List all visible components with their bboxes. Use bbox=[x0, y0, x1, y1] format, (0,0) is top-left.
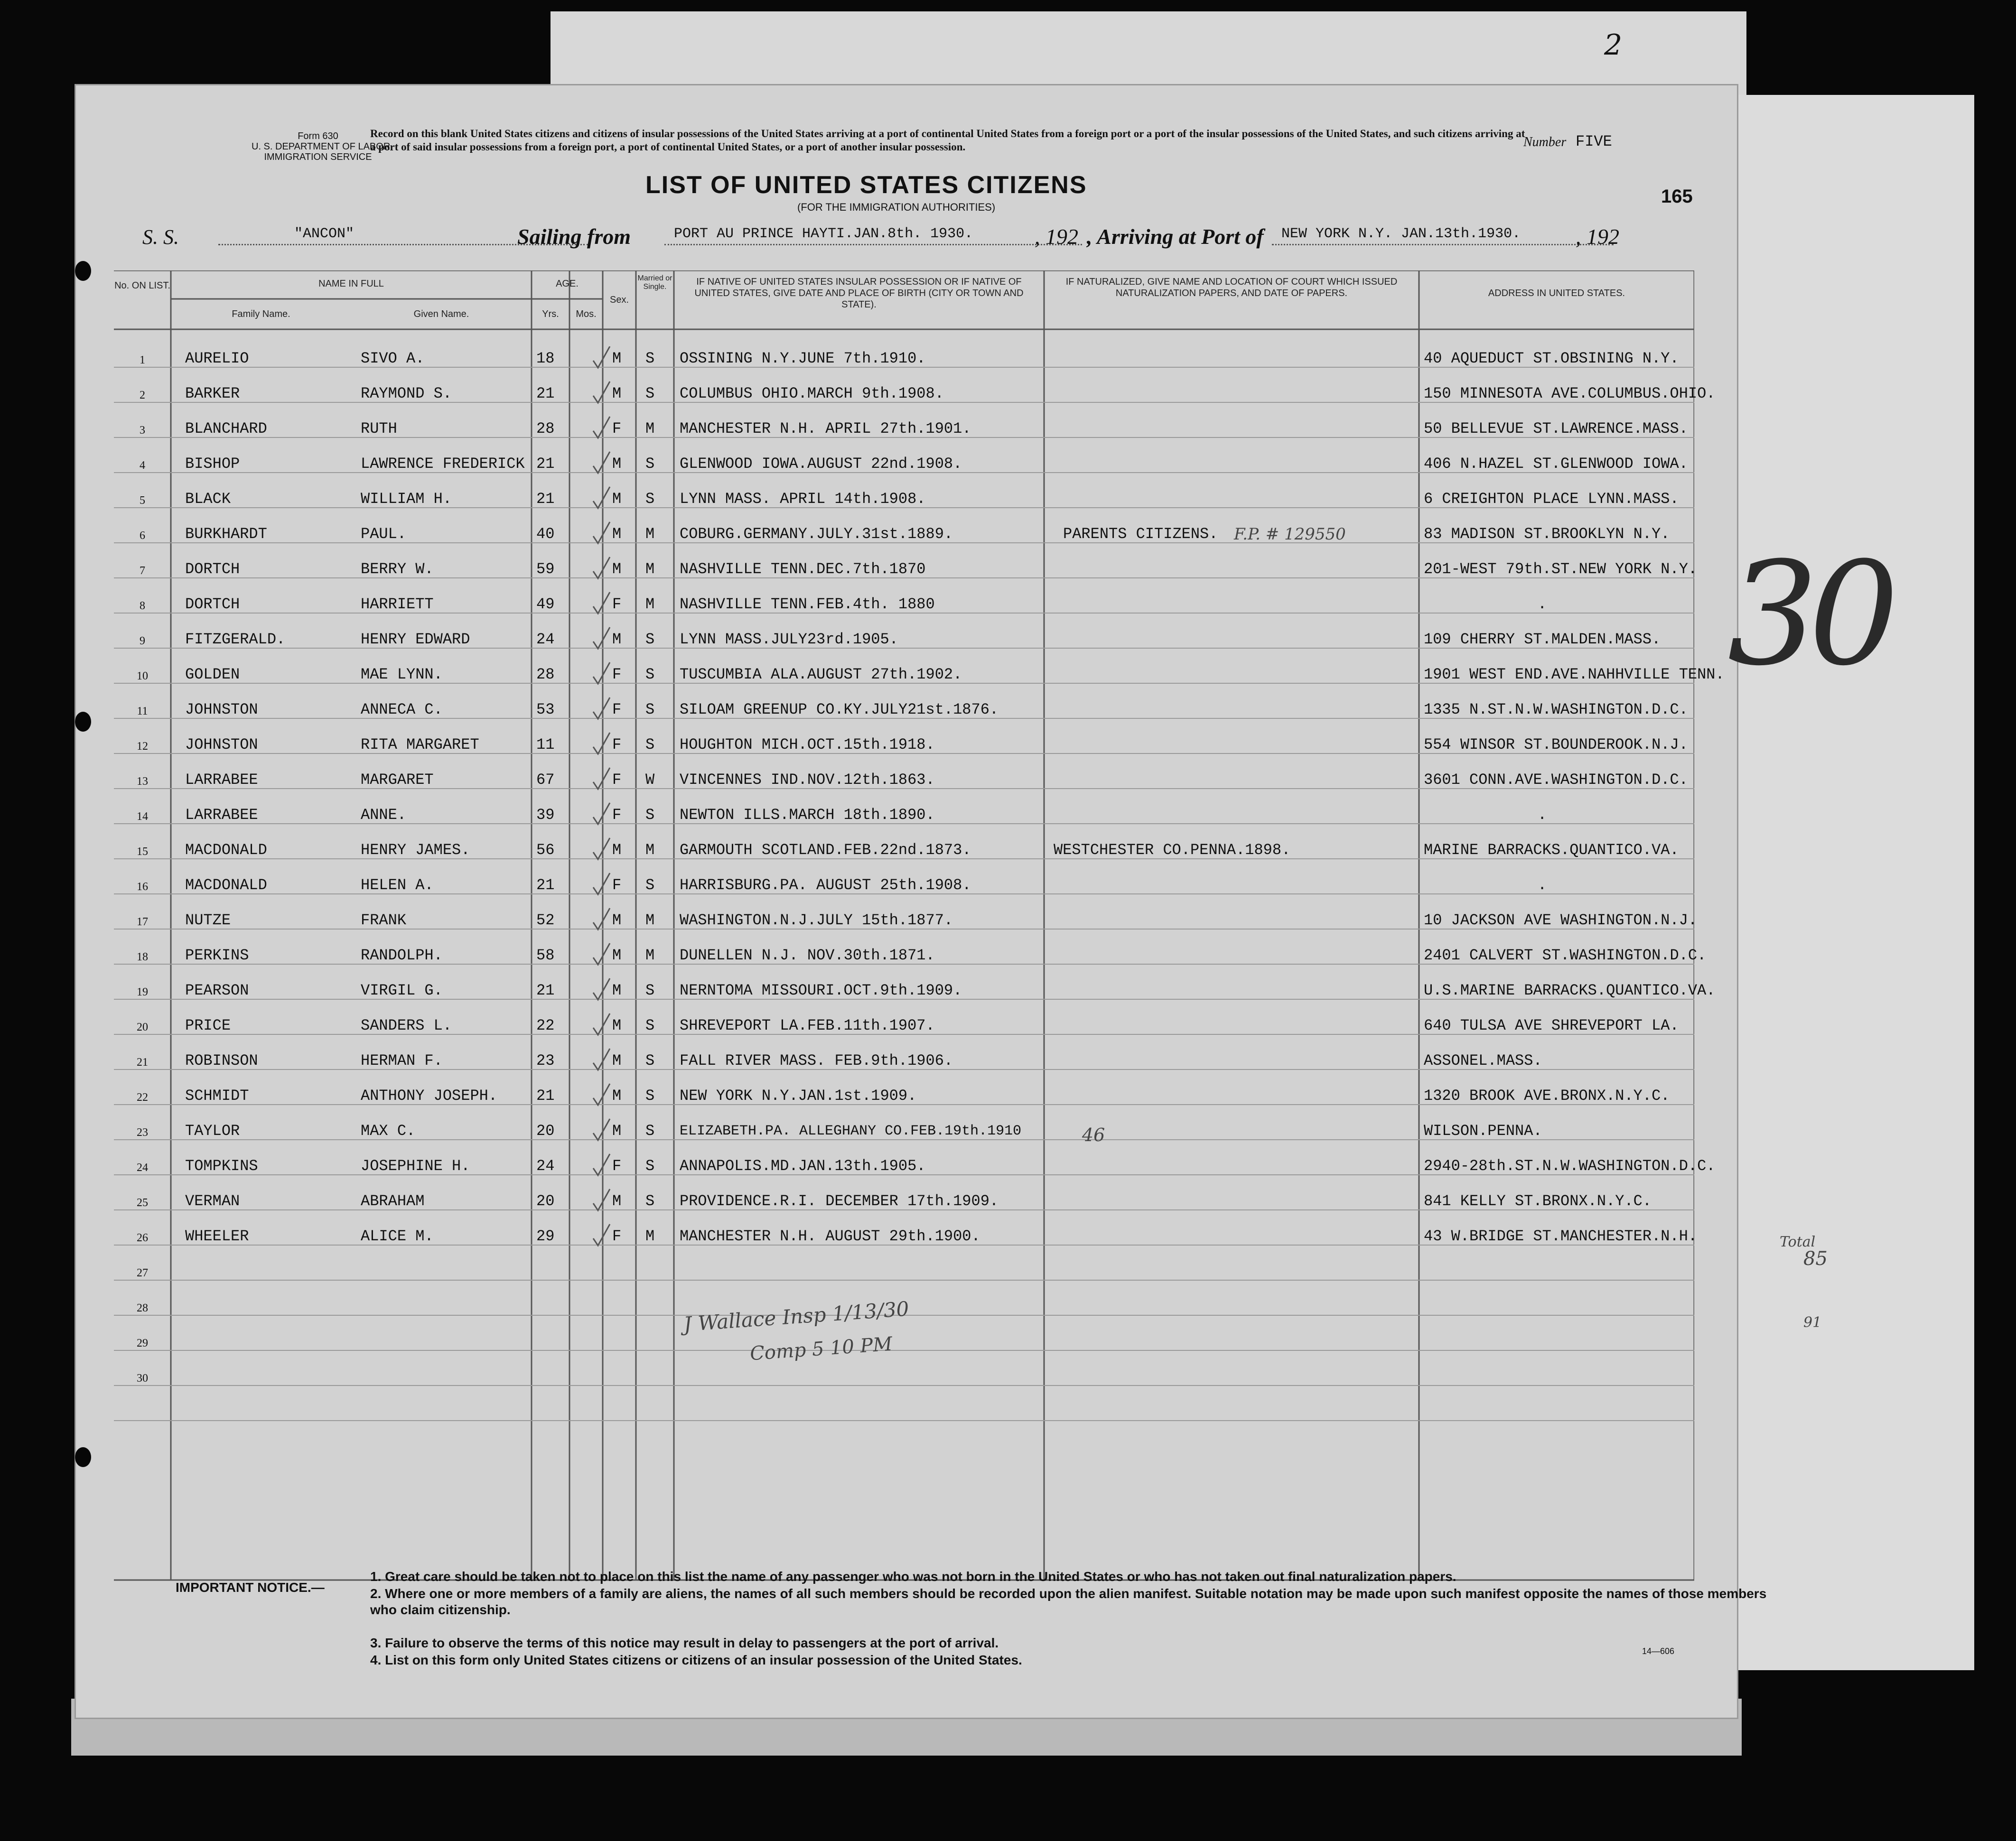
age-years: 58 bbox=[536, 947, 555, 964]
birth-place-date: NEWTON ILLS.MARCH 18th.1890. bbox=[680, 806, 935, 824]
marital-status: S bbox=[645, 1017, 655, 1034]
age-years: 21 bbox=[536, 455, 555, 473]
family-name: PERKINS bbox=[185, 947, 249, 964]
us-address: . bbox=[1538, 876, 1547, 894]
row-number: 15 bbox=[137, 846, 148, 858]
marital-status: W bbox=[645, 771, 655, 789]
birth-place-date: NASHVILLE TENN.FEB.4th. 1880 bbox=[680, 595, 935, 613]
notice-item-3: 3. Failure to observe the terms of this notice may result in delay to passengers at the port of arrival. bbox=[370, 1636, 999, 1650]
us-address: U.S.MARINE BARRACKS.QUANTICO.VA. bbox=[1424, 982, 1716, 999]
age-years: 21 bbox=[536, 982, 555, 999]
family-name: MACDONALD bbox=[185, 841, 267, 859]
given-name: PAUL. bbox=[361, 525, 407, 543]
given-name: RAYMOND S. bbox=[361, 385, 452, 402]
family-name: JOHNSTON bbox=[185, 736, 258, 753]
us-address: 1320 BROOK AVE.BRONX.N.Y.C. bbox=[1424, 1087, 1670, 1105]
row-number: 2 bbox=[140, 389, 145, 401]
given-name: RITA MARGARET bbox=[361, 736, 479, 753]
marital-status: M bbox=[645, 911, 655, 929]
given-name: MARGARET bbox=[361, 771, 434, 789]
birth-place-date: ANNAPOLIS.MD.JAN.13th.1905. bbox=[680, 1157, 926, 1175]
marital-status: S bbox=[645, 1087, 655, 1105]
row-number: 28 bbox=[137, 1302, 148, 1314]
family-name: NUTZE bbox=[185, 911, 231, 929]
birth-place-date: LYNN MASS. APRIL 14th.1908. bbox=[680, 490, 926, 508]
header-naturalized: IF NATURALIZED, GIVE NAME AND LOCATION OF COURT WHICH ISSUED NATURALIZATION PAPERS, AND DATE OF PAPERS. bbox=[1065, 277, 1398, 298]
row-number: 19 bbox=[137, 986, 148, 998]
form-instructions: Record on this blank United States citizens and citizens of insular possessions of the United States arriving at a port of continental United States from a foreign port or a port of the insular possessions of the United States, and such citizens arriving at a port of said insular possessions from a foreign port, a port of continental United States, or a port of another insular possession. bbox=[370, 128, 1525, 153]
marital-status: M bbox=[645, 595, 655, 613]
fp-annotation: F.P. # 129550 bbox=[1234, 525, 1346, 544]
row-number: 21 bbox=[137, 1056, 148, 1069]
corner-number: 2 bbox=[1604, 28, 1623, 62]
family-name: DORTCH bbox=[185, 595, 240, 613]
birth-place-date: NEW YORK N.Y.JAN.1st.1909. bbox=[680, 1087, 917, 1105]
notice-item-2: 2. Where one or more members of a family are aliens, the names of all such members should be recorded upon the alien manifest. Suitable notation may be made upon such manifest opposite the names of those members who claim citizenship. bbox=[370, 1586, 1767, 1617]
family-name: MACDONALD bbox=[185, 876, 267, 894]
given-name: WILLIAM H. bbox=[361, 490, 452, 508]
age-years: 21 bbox=[536, 876, 555, 894]
given-name: ANNECA C. bbox=[361, 701, 443, 718]
family-name: AURELIO bbox=[185, 350, 249, 367]
us-address: 43 W.BRIDGE ST.MANCHESTER.N.H. bbox=[1424, 1227, 1698, 1245]
marital-status: S bbox=[645, 701, 655, 718]
family-name: GOLDEN bbox=[185, 666, 240, 683]
sex: F bbox=[612, 666, 622, 683]
marital-status: M bbox=[645, 1227, 655, 1245]
given-name: HERMAN F. bbox=[361, 1052, 443, 1069]
birth-place-date: TUSCUMBIA ALA.AUGUST 27th.1902. bbox=[680, 666, 962, 683]
given-name: SIVO A. bbox=[361, 350, 425, 367]
marital-status: M bbox=[645, 560, 655, 578]
family-name: BLANCHARD bbox=[185, 420, 267, 437]
header-given-name: Given Name. bbox=[413, 309, 469, 319]
us-address: 2940-28th.ST.N.W.WASHINGTON.D.C. bbox=[1424, 1157, 1716, 1175]
sex: F bbox=[612, 1227, 622, 1245]
completion-time: Comp 5 10 PM bbox=[749, 1333, 893, 1365]
us-address: 1901 WEST END.AVE.NAHHVILLE TENN. bbox=[1424, 666, 1725, 683]
page-title: LIST OF UNITED STATES CITIZENS bbox=[645, 171, 1087, 199]
birth-place-date: MANCHESTER N.H. APRIL 27th.1901. bbox=[680, 420, 971, 437]
family-name: TOMPKINS bbox=[185, 1157, 258, 1175]
given-name: ANTHONY JOSEPH. bbox=[361, 1087, 498, 1105]
notice-heading: IMPORTANT NOTICE.— bbox=[176, 1580, 325, 1595]
row-number: 18 bbox=[137, 951, 148, 963]
birth-place-date: GLENWOOD IOWA.AUGUST 22nd.1908. bbox=[680, 455, 962, 473]
sex: F bbox=[612, 771, 622, 789]
row-number: 8 bbox=[140, 600, 145, 612]
marital-status: S bbox=[645, 806, 655, 824]
sailing-value: PORT AU PRINCE HAYTI.JAN.8th. 1930. bbox=[674, 226, 973, 242]
family-name: JOHNSTON bbox=[185, 701, 258, 718]
birth-place-date: WASHINGTON.N.J.JULY 15th.1877. bbox=[680, 911, 953, 929]
us-address: 406 N.HAZEL ST.GLENWOOD IOWA. bbox=[1424, 455, 1688, 473]
marital-status: S bbox=[645, 1157, 655, 1175]
age-years: 29 bbox=[536, 1227, 555, 1245]
form-department: U. S. DEPARTMENT OF LABOR bbox=[252, 141, 391, 152]
naturalization: PARENTS CITIZENS. bbox=[1063, 525, 1218, 543]
sex: M bbox=[612, 455, 622, 473]
age-years: 53 bbox=[536, 701, 555, 718]
given-name: MAE LYNN. bbox=[361, 666, 443, 683]
sex: M bbox=[612, 560, 622, 578]
given-name: VIRGIL G. bbox=[361, 982, 443, 999]
row-number: 13 bbox=[137, 775, 148, 788]
marital-status: S bbox=[645, 876, 655, 894]
family-name: LARRABEE bbox=[185, 806, 258, 824]
birth-place-date: GARMOUTH SCOTLAND.FEB.22nd.1873. bbox=[680, 841, 971, 859]
marital-status: S bbox=[645, 1052, 655, 1069]
tick-marks bbox=[588, 346, 636, 1295]
header-age: AGE. bbox=[556, 279, 579, 289]
sex: M bbox=[612, 1017, 622, 1034]
print-code: 14—606 bbox=[1642, 1646, 1675, 1656]
birth-place-date: NERNTOMA MISSOURI.OCT.9th.1909. bbox=[680, 982, 962, 999]
family-name: SCHMIDT bbox=[185, 1087, 249, 1105]
total-label: Total bbox=[1780, 1234, 1816, 1250]
form-header-block bbox=[252, 131, 391, 162]
punch-hole bbox=[75, 261, 91, 281]
marital-status: S bbox=[645, 1192, 655, 1210]
row-number: 26 bbox=[137, 1232, 148, 1244]
page-number: 165 bbox=[1661, 186, 1693, 207]
age-years: 11 bbox=[536, 736, 555, 753]
us-address: 3601 CONN.AVE.WASHINGTON.D.C. bbox=[1424, 771, 1688, 789]
arriving-underline bbox=[1272, 244, 1614, 245]
given-name: SANDERS L. bbox=[361, 1017, 452, 1034]
us-address: 40 AQUEDUCT ST.OBSINING N.Y. bbox=[1424, 350, 1679, 367]
arriving-value: NEW YORK N.Y. JAN.13th.1930. bbox=[1281, 226, 1521, 242]
row-number: 4 bbox=[140, 459, 145, 472]
age-years: 59 bbox=[536, 560, 555, 578]
row-number: 9 bbox=[140, 635, 145, 647]
row22-annotation: 46 bbox=[1082, 1125, 1105, 1145]
sailing-label: Sailing from bbox=[517, 224, 631, 249]
birth-place-date: DUNELLEN N.J. NOV.30th.1871. bbox=[680, 947, 935, 964]
sex: M bbox=[612, 841, 622, 859]
sex: F bbox=[612, 876, 622, 894]
marital-status: M bbox=[645, 947, 655, 964]
row-number: 6 bbox=[140, 530, 145, 542]
row-number: 20 bbox=[137, 1021, 148, 1033]
sex: F bbox=[612, 595, 622, 613]
marital-status: S bbox=[645, 455, 655, 473]
us-address: 640 TULSA AVE SHREVEPORT LA. bbox=[1424, 1017, 1679, 1034]
row-number: 29 bbox=[137, 1337, 148, 1349]
marital-status: S bbox=[645, 1122, 655, 1140]
us-address: 83 MADISON ST.BROOKLYN N.Y. bbox=[1424, 525, 1670, 543]
year-suffix-2: , 192 bbox=[1576, 224, 1619, 249]
family-name: BARKER bbox=[185, 385, 240, 402]
us-address: 841 KELLY ST.BRONX.N.Y.C. bbox=[1424, 1192, 1652, 1210]
family-name: ROBINSON bbox=[185, 1052, 258, 1069]
sex: M bbox=[612, 1052, 622, 1069]
given-name: RANDOLPH. bbox=[361, 947, 443, 964]
given-name: LAWRENCE FREDERICK bbox=[361, 455, 525, 473]
age-years: 21 bbox=[536, 385, 555, 402]
manifest-page bbox=[76, 85, 1828, 1718]
family-name: BURKHARDT bbox=[185, 525, 267, 543]
row-number: 3 bbox=[140, 424, 145, 437]
passenger-table bbox=[114, 270, 1725, 1590]
family-name: WHEELER bbox=[185, 1227, 249, 1245]
marital-status: S bbox=[645, 490, 655, 508]
us-address: 1335 N.ST.N.W.WASHINGTON.D.C. bbox=[1424, 701, 1688, 718]
family-name: LARRABEE bbox=[185, 771, 258, 789]
marital-status: S bbox=[645, 631, 655, 648]
age-years: 56 bbox=[536, 841, 555, 859]
us-address: MARINE BARRACKS.QUANTICO.VA. bbox=[1424, 841, 1679, 859]
age-years: 20 bbox=[536, 1122, 555, 1140]
given-name: FRANK bbox=[361, 911, 407, 929]
us-address: 201-WEST 79th.ST.NEW YORK N.Y. bbox=[1424, 560, 1698, 578]
sex: M bbox=[612, 911, 622, 929]
given-name: BERRY W. bbox=[361, 560, 434, 578]
number-label: Number bbox=[1523, 135, 1567, 149]
inspector-stamp: J Wallace Insp 1/13/30 bbox=[682, 1297, 910, 1336]
birth-place-date: COBURG.GERMANY.JULY.31st.1889. bbox=[680, 525, 953, 543]
row-number: 17 bbox=[137, 916, 148, 928]
row-number: 14 bbox=[137, 810, 148, 823]
age-years: 21 bbox=[536, 1087, 555, 1105]
given-name: ABRAHAM bbox=[361, 1192, 425, 1210]
row-number: 12 bbox=[137, 740, 148, 753]
birth-place-date: PROVIDENCE.R.I. DECEMBER 17th.1909. bbox=[680, 1192, 999, 1210]
punch-hole bbox=[75, 712, 91, 732]
header-yrs: Yrs. bbox=[542, 309, 559, 319]
age-years: 21 bbox=[536, 490, 555, 508]
year-suffix-1: , 192 bbox=[1035, 224, 1078, 249]
birth-place-date: OSSINING N.Y.JUNE 7th.1910. bbox=[680, 350, 926, 367]
total-value: 85 bbox=[1803, 1248, 1828, 1270]
age-years: 22 bbox=[536, 1017, 555, 1034]
marital-status: M bbox=[645, 525, 655, 543]
sex: M bbox=[612, 982, 622, 999]
sex: M bbox=[612, 1122, 622, 1140]
family-name: TAYLOR bbox=[185, 1122, 240, 1140]
marital-status: M bbox=[645, 841, 655, 859]
big-handwritten-number: 30 bbox=[1727, 531, 1890, 697]
given-name: ALICE M. bbox=[361, 1227, 434, 1245]
age-years: 28 bbox=[536, 420, 555, 437]
age-years: 52 bbox=[536, 911, 555, 929]
row-number: 7 bbox=[140, 565, 145, 577]
us-address: ASSONEL.MASS. bbox=[1424, 1052, 1542, 1069]
header-birth: IF NATIVE OF UNITED STATES INSULAR POSSESSION OR IF NATIVE OF UNITED STATES, GIVE DATE AND PLACE OF BIRTH (CITY OR TOWN AND STATE). bbox=[694, 277, 1024, 310]
birth-place-date: SILOAM GREENUP CO.KY.JULY21st.1876. bbox=[680, 701, 999, 718]
header-sex: Sex. bbox=[609, 295, 629, 305]
us-address: . bbox=[1538, 595, 1547, 613]
notice-item-1: 1. Great care should be taken not to place on this list the name of any passenger who was not born in the United States or who has not taken out final naturalization papers. bbox=[370, 1569, 1456, 1584]
age-years: 67 bbox=[536, 771, 555, 789]
row-number: 24 bbox=[137, 1162, 148, 1174]
row-number: 25 bbox=[137, 1197, 148, 1209]
birth-place-date: HARRISBURG.PA. AUGUST 25th.1908. bbox=[680, 876, 971, 894]
us-address: 109 CHERRY ST.MALDEN.MASS. bbox=[1424, 631, 1661, 648]
ship-name: "ANCON" bbox=[294, 226, 355, 242]
form-number: Form 630 bbox=[298, 131, 338, 141]
birth-place-date: MANCHESTER N.H. AUGUST 29th.1900. bbox=[680, 1227, 980, 1245]
sex: M bbox=[612, 631, 622, 648]
birth-place-date: LYNN MASS.JULY23rd.1905. bbox=[680, 631, 898, 648]
total-value-2: 91 bbox=[1803, 1314, 1822, 1331]
notice-item-4: 4. List on this form only United States citizens or citizens of an insular possession of the United States. bbox=[370, 1653, 1022, 1667]
age-years: 40 bbox=[536, 525, 555, 543]
sex: M bbox=[612, 1087, 622, 1105]
birth-place-date: SHREVEPORT LA.FEB.11th.1907. bbox=[680, 1017, 935, 1034]
marital-status: S bbox=[645, 666, 655, 683]
row-number: 30 bbox=[137, 1372, 148, 1385]
family-name: PRICE bbox=[185, 1017, 231, 1034]
us-address: 10 JACKSON AVE WASHINGTON.N.J. bbox=[1424, 911, 1698, 929]
marital-status: M bbox=[645, 420, 655, 437]
page-subtitle: (FOR THE IMMIGRATION AUTHORITIES) bbox=[797, 201, 996, 213]
us-address: 150 MINNESOTA AVE.COLUMBUS.OHIO. bbox=[1424, 385, 1716, 402]
birth-place-date: VINCENNES IND.NOV.12th.1863. bbox=[680, 771, 935, 789]
sex: M bbox=[612, 350, 622, 367]
us-address: WILSON.PENNA. bbox=[1424, 1122, 1542, 1140]
given-name: ANNE. bbox=[361, 806, 407, 824]
family-name: PEARSON bbox=[185, 982, 249, 999]
age-years: 39 bbox=[536, 806, 555, 824]
us-address: . bbox=[1538, 806, 1547, 824]
header-mos: Mos. bbox=[576, 309, 597, 319]
family-name: BISHOP bbox=[185, 455, 240, 473]
family-name: VERMAN bbox=[185, 1192, 240, 1210]
family-name: FITZGERALD. bbox=[185, 631, 286, 648]
given-name: HARRIETT bbox=[361, 595, 434, 613]
sex: M bbox=[612, 490, 622, 508]
given-name: MAX C. bbox=[361, 1122, 416, 1140]
sex: M bbox=[612, 525, 622, 543]
row-number: 5 bbox=[140, 494, 145, 507]
header-name-in-full: NAME IN FULL bbox=[318, 279, 384, 289]
sailing-underline bbox=[664, 244, 1082, 245]
row-number: 10 bbox=[137, 670, 148, 682]
birth-place-date: HOUGHTON MICH.OCT.15th.1918. bbox=[680, 736, 935, 753]
sex: M bbox=[612, 947, 622, 964]
marital-status: S bbox=[645, 385, 655, 402]
form-service: IMMIGRATION SERVICE bbox=[264, 152, 372, 162]
age-years: 23 bbox=[536, 1052, 555, 1069]
sex: F bbox=[612, 420, 622, 437]
given-name: HELEN A. bbox=[361, 876, 434, 894]
us-address: 554 WINSOR ST.BOUNDEROOK.N.J. bbox=[1424, 736, 1688, 753]
birth-place-date: ELIZABETH.PA. ALLEGHANY CO.FEB.19th.1910 bbox=[680, 1123, 1022, 1139]
number-value: FIVE bbox=[1576, 133, 1612, 150]
sex: F bbox=[612, 701, 622, 718]
naturalization: WESTCHESTER CO.PENNA.1898. bbox=[1054, 841, 1291, 859]
arriving-label: , Arriving at Port of bbox=[1087, 224, 1264, 249]
age-years: 18 bbox=[536, 350, 555, 367]
us-address: 2401 CALVERT ST.WASHINGTON.D.C. bbox=[1424, 947, 1707, 964]
birth-place-date: FALL RIVER MASS. FEB.9th.1906. bbox=[680, 1052, 953, 1069]
age-years: 24 bbox=[536, 1157, 555, 1175]
birth-place-date: NASHVILLE TENN.DEC.7th.1870 bbox=[680, 560, 926, 578]
marital-status: S bbox=[645, 350, 655, 367]
sex: M bbox=[612, 385, 622, 402]
row-number: 16 bbox=[137, 881, 148, 893]
header-address: ADDRESS IN UNITED STATES. bbox=[1488, 288, 1625, 298]
punch-hole bbox=[75, 1447, 91, 1467]
row-number: 22 bbox=[137, 1091, 148, 1104]
sex: F bbox=[612, 806, 622, 824]
header-married: Married or Single. bbox=[637, 274, 672, 291]
marital-status: S bbox=[645, 736, 655, 753]
row-number: 1 bbox=[140, 354, 145, 366]
row-number: 11 bbox=[137, 705, 148, 717]
age-years: 20 bbox=[536, 1192, 555, 1210]
row-number: 27 bbox=[137, 1267, 148, 1279]
ss-label: S. S. bbox=[142, 225, 179, 249]
age-years: 24 bbox=[536, 631, 555, 648]
family-name: DORTCH bbox=[185, 560, 240, 578]
given-name: RUTH bbox=[361, 420, 397, 437]
family-name: BLACK bbox=[185, 490, 231, 508]
given-name: JOSEPHINE H. bbox=[361, 1157, 470, 1175]
sex: F bbox=[612, 736, 622, 753]
sex: M bbox=[612, 1192, 622, 1210]
birth-place-date: COLUMBUS OHIO.MARCH 9th.1908. bbox=[680, 385, 944, 402]
age-years: 49 bbox=[536, 595, 555, 613]
header-family-name: Family Name. bbox=[232, 309, 290, 319]
row-number: 23 bbox=[137, 1126, 148, 1139]
age-years: 28 bbox=[536, 666, 555, 683]
given-name: HENRY EDWARD bbox=[361, 631, 470, 648]
us-address: 50 BELLEVUE ST.LAWRENCE.MASS. bbox=[1424, 420, 1688, 437]
sex: F bbox=[612, 1157, 622, 1175]
header-no: No. ON LIST. bbox=[114, 280, 170, 291]
given-name: HENRY JAMES. bbox=[361, 841, 470, 859]
us-address: 6 CREIGHTON PLACE LYNN.MASS. bbox=[1424, 490, 1679, 508]
marital-status: S bbox=[645, 982, 655, 999]
